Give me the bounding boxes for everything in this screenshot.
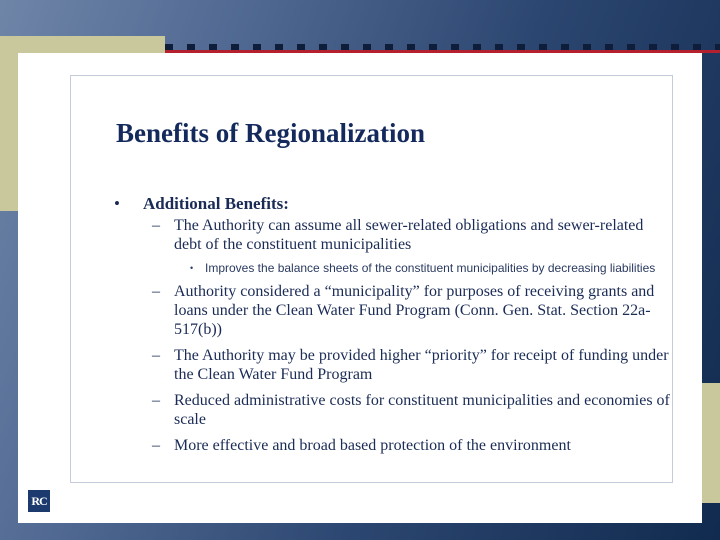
dash-marker: – [152, 217, 160, 234]
decorative-tan-strip [0, 36, 18, 211]
sub-bullet-dot: • [190, 263, 194, 273]
heading-text: Additional Benefits: [143, 194, 289, 213]
dash-marker: – [152, 283, 160, 300]
bullet-dot: • [114, 194, 120, 213]
list-item [114, 282, 674, 339]
rc-logo: RC [28, 490, 50, 512]
dash-marker: – [152, 437, 160, 454]
list-item [114, 346, 674, 384]
bullet-heading [114, 194, 674, 214]
slide-title: Benefits of Regionalization [116, 118, 425, 148]
list-item [114, 391, 674, 429]
dash-marker: – [152, 392, 160, 409]
dash-marker: – [152, 347, 160, 364]
list-item-text: More effective and broad based protection of the environment [174, 437, 571, 454]
sub-list-item [114, 261, 674, 275]
slide-content [114, 194, 674, 462]
list-item-text: The Authority may be provided higher “priority” for receipt of funding under the Clean Water Fund Program [174, 347, 669, 383]
list-item-text: Authority considered a “municipality” for purposes of receiving grants and loans under the Clean Water Fund Program (Conn. Gen. Stat. Section 22a-517(b)) [174, 283, 655, 338]
list-item-text: The Authority can assume all sewer-related obligations and sewer-related debt of the constituent municipalities [174, 217, 644, 253]
list-item [114, 216, 674, 254]
list-item [114, 436, 674, 455]
sub-list-item-text: Improves the balance sheets of the constituent municipalities by decreasing liabilities [205, 261, 656, 275]
list-item-text: Reduced administrative costs for constituent municipalities and economies of scale [174, 392, 670, 428]
